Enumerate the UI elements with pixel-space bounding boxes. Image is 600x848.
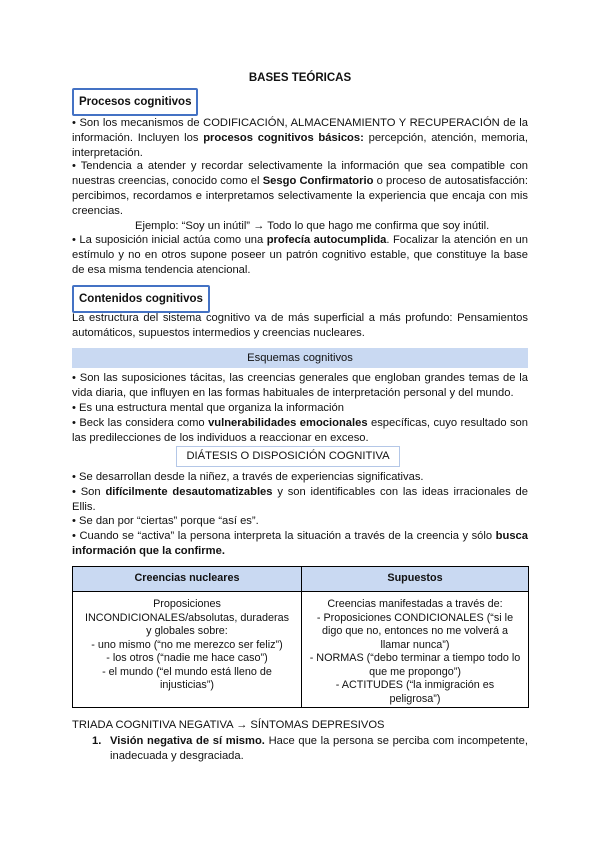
page-title: BASES TEÓRICAS [248,72,352,84]
diatesis-bullet-2 [72,485,528,515]
text: percepción, atención, memoria, interpretación. [72,132,528,159]
cell-line: digo que no, entonces no me volverá a [321,625,509,637]
bold-text: profecía autocumplida [266,234,387,246]
procesos-paragraph-3 [72,233,528,278]
cell-line: peligrosa”) [389,692,441,705]
list-number-text: 1. [92,735,102,747]
bold-text: difícilmente desautomatizables [105,486,273,498]
text: • Cuando se “activa” la persona interpreta la situación a través de la creencia y sólo [72,530,496,542]
table-header-supuestos: Supuestos [302,567,529,592]
cell-line: - NORMAS (“debo terminar a tiempo todo lo [309,652,521,664]
bold-text: Visión negativa de sí mismo. [110,735,265,747]
beliefs-table [72,566,529,708]
diatesis-box: DIÁTESIS O DISPOSICIÓN COGNITIVA [176,446,400,467]
cell-line: - los otros (“nadie me hace caso”) [106,652,268,664]
cell-line: - ACTITUDES (“la inmigración es [335,679,495,691]
text: . Focalizar la atención en un estímulo y no en otros supone poseer un patrón cognitivo estable, que constituye la base de esa misma tendencia atencional. [72,234,528,276]
contenidos-paragraph: La estructura del sistema cognitivo va de más superficial a más profundo: Pensamientos automáticos, supuestos intermedios y creencias nucleares. [72,312,528,339]
text: Hace que la persona se perciba com incompetente, inadecuada y desgraciada. [110,735,528,762]
cell-line: - el mundo (“el mundo está lleno de [102,665,272,678]
text: • Tendencia a atender y recordar selectivamente la información que sea compatible con nuestras creencias, conocido como el [72,160,528,187]
triada-heading: TRIADA COGNITIVA NEGATIVA → SÍNTOMAS DEPRESIVOS [72,719,385,731]
text: específicas, cuyo resultado son las predilecciones de los individuos a reaccionar en exceso. [72,417,528,444]
text: y son identificables con las ideas irracionales de Ellis. [72,486,528,513]
procesos-paragraph-1 [72,116,528,161]
esquemas-bullet-1: • Son las suposiciones tácitas, las creencias generales que engloban grandes temas de la vida diaria, que influyen en las formas habituales de interpretación personal y del mundo. [72,372,528,399]
text: • La suposición inicial actúa como una [72,234,267,246]
list-number [92,734,110,749]
text: o proceso de autosatisfacción: percibimos, recordamos e interpretamos selectivamente la experiencia que encaja con mis creencias. [72,175,529,217]
section-heading-contenidos: Contenidos cognitivos [72,285,210,313]
diatesis-bullet-4 [72,529,528,559]
bold-text: vulnerabilidades emocionales [208,417,368,429]
table-cell-supuestos [302,592,529,708]
example-line: Ejemplo: “Soy un inútil” → Todo lo que hago me confirma que soy inútil. [135,220,490,232]
procesos-paragraph-2 [72,159,528,219]
cell-line: Proposiciones [153,598,221,610]
text: • Beck las considera como [72,417,209,429]
cell-line: INCONDICIONALES/absolutas, duraderas [84,611,290,624]
bold-text: busca información que la confirme. [72,530,528,557]
cell-line: y globales sobre: [146,625,228,637]
bold-text: Sesgo Confirmatorio [262,175,374,187]
text: • Son [72,486,106,498]
esquemas-band: Esquemas cognitivos [72,348,528,368]
cell-line: que me propongo”) [369,665,461,678]
esquemas-bullet-2: • Es una estructura mental que organiza la información [72,402,344,414]
cell-line: Creencias manifestadas a través de: [327,598,503,610]
cell-line: llamar nunca”) [380,638,450,651]
section-heading-procesos: Procesos cognitivos [72,88,198,116]
cell-line: injusticias”) [160,679,214,691]
table-header-creencias: Creencias nucleares [73,567,302,592]
diatesis-bullet-1: • Se desarrollan desde la niñez, a través de experiencias significativas. [72,471,424,483]
triada-item-1 [110,734,528,764]
bold-text: procesos cognitivos básicos: [203,132,364,144]
esquemas-bullet-3 [72,416,528,446]
cell-line: - uno mismo (“no me merezco ser feliz”) [91,638,283,651]
table-cell-creencias [73,592,302,708]
cell-line: - Proposiciones CONDICIONALES (“si le [316,611,514,624]
diatesis-bullet-3: • Se dan por “ciertas” porque “así es”. [72,515,259,527]
text: • Son los mecanismos de CODIFICACIÓN, ALMACENAMIENTO Y RECUPERACIÓN de la información. Incluyen los [72,117,528,144]
